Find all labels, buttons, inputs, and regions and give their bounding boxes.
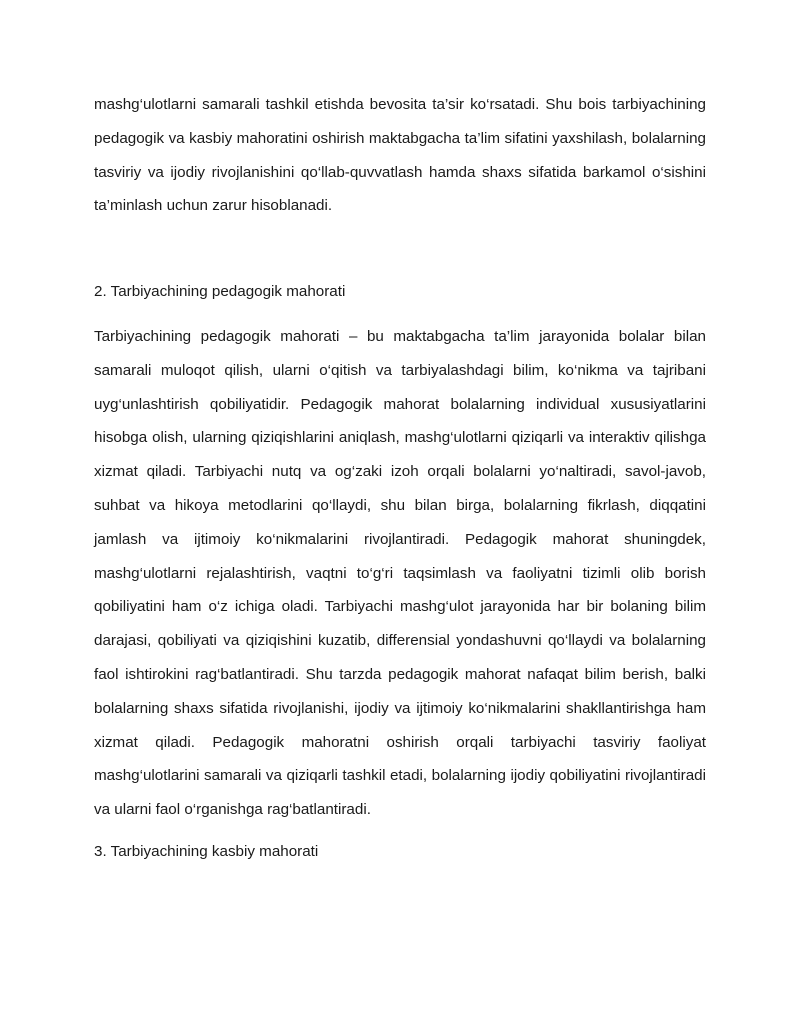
- intro-paragraph: mashg‘ulotlarni samarali tashkil etishda bevosita ta’sir ko‘rsatadi. Shu bois tarbiyachining pedagogik va kasbiy mahoratini oshirish maktabgacha ta’lim sifatini yaxshilash, bolalarning tasviriy va ijodiy rivojlanishini qo‘llab-quvvatlash hamda shaxs sifatida barkamol o‘sishini ta’minlash uchun zarur hisoblanadi.: [94, 96, 706, 215]
- document-page: [94, 88, 706, 869]
- section-heading-3: 3. Tarbiyachining kasbiy mahorati: [94, 842, 319, 860]
- heading-spacer: [94, 827, 706, 835]
- heading-spacer: [94, 309, 706, 320]
- pedagogical-skill-paragraph: Tarbiyachining pedagogik mahorati – bu maktabgacha ta’lim jarayonida bolalar bilan samarali muloqot qilish, ularni o‘qitish va tarbiyalashdagi bilim, ko‘nikma va tajribani uyg‘unlashtirish qobiliyatidir. Pedagogik mahorat bolalarning individual xususiyatlarini hisobga olish, ularning qiziqishlarini aniqlash, mashg‘ulotlarni qiziqarli va interaktiv qilishga xizmat qiladi. Tarbiyachi nutq va og‘zaki izoh orqali bolalarni yo‘naltiradi, savol-javob, suhbat va hikoya metodlarini qo‘llaydi, shu bilan birga, bolalarning fikrlash, diqqatini jamlash va ijtimoiy ko‘nikmalarini rivojlantiradi. Pedagogik mahorat shuningdek, mashg‘ulotlarni rejalashtirish, vaqtni to‘g‘ri taqsimlash va faoliyatni tizimli olib borish qobiliyatini ham o‘z ichiga oladi. Tarbiyachi mashg‘ulot jarayonida har bir bolaning bilim darajasi, qobiliyati va qiziqishini kuzatib, differensial yondashuvni qo‘llaydi va bolalarning faol ishtirokini rag‘batlantiradi. Shu tarzda pedagogik mahorat nafaqat bilim berish, balki bolalarning shaxs sifatida rivojlanishi, ijodiy va ijtimoiy ko‘nikmalarini shakllantirishga ham xizmat qiladi. Pedagogik mahoratni oshirish orqali tarbiyachi tasviriy faoliyat mashg‘ulotlarini samarali va qiziqarli tashkil etadi, bolalarning ijodiy qobiliyatini rivojlantiradi va ularni faol o‘rganishga rag‘batlantiradi.: [94, 327, 706, 819]
- section-spacer: [94, 223, 706, 275]
- section-heading-2: 2. Tarbiyachining pedagogik mahorati: [94, 283, 346, 301]
